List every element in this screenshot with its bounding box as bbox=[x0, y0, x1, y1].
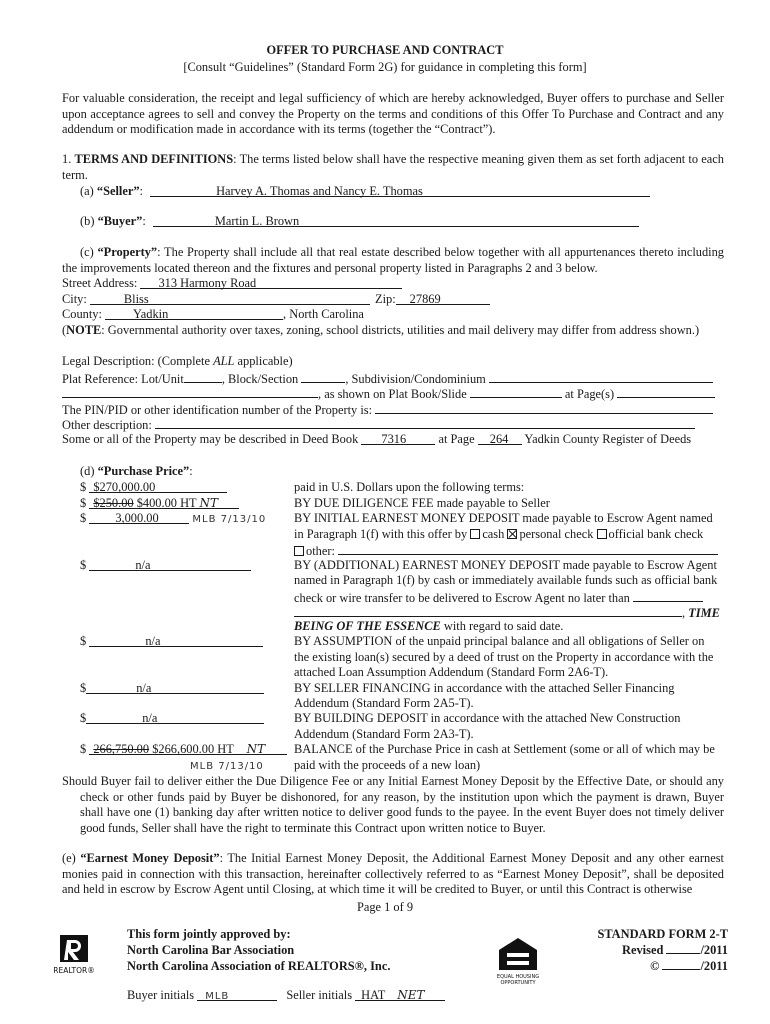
property-paragraph: (c) “Property”: The Property shall include all that real estate described below together with all appurtenances thereto including the improvements located thereon and the fixtures and personal property listed in Paragraphs 2 and 3 below. bbox=[62, 245, 724, 275]
balance-handwriting: MLB 7/13/10 bbox=[190, 761, 264, 772]
additional-deposit-date-field[interactable] bbox=[633, 589, 703, 602]
due-diligence-amount-line: $ $250.00 $400.00 HT NT bbox=[80, 496, 239, 511]
due-diligence-struck: $250.00 bbox=[93, 496, 134, 510]
additional-deposit-date-field-2[interactable] bbox=[294, 604, 682, 617]
other-description-line: Other description: bbox=[62, 416, 695, 433]
building-text-1: BY BUILDING DEPOSIT in accordance with the attached New Construction bbox=[294, 711, 681, 725]
assumption-text-1: BY ASSUMPTION of the unpaid principal balance and all obligations of Seller on bbox=[294, 634, 705, 648]
purchase-price-label: (d) “Purchase Price”: bbox=[80, 464, 193, 478]
additional-deposit-amount-field[interactable]: n/a bbox=[89, 558, 251, 571]
balance-amount-field[interactable]: 266,750.00 $266,600.00 HT NT bbox=[89, 742, 287, 755]
block-field[interactable] bbox=[301, 370, 345, 383]
other-description-field[interactable] bbox=[155, 416, 695, 429]
initial-deposit-amount-line: $ 3,000.00 MLB 7/13/10 bbox=[80, 511, 267, 525]
financing-amount-field[interactable]: n/a bbox=[86, 681, 264, 694]
county-field[interactable]: Yadkin bbox=[105, 307, 283, 320]
earnest-money-paragraph: (e) “Earnest Money Deposit”: The Initial Earnest Money Deposit, the Additional Earnest Money Deposit and any other earnest monies paid in connection with this transaction, hereinafter collectively referred to as “Earnest Money Deposit”, shall be deposited and held in escrow by Escrow Agent until Closing, at which time it will be credited to Buyer, or until this Contract is otherwise bbox=[62, 851, 724, 897]
additional-deposit-amount-line: $ n/a bbox=[80, 558, 251, 573]
initial-deposit-other: other: bbox=[294, 542, 718, 559]
personal-check-checkbox[interactable] bbox=[507, 529, 517, 539]
purchase-amount-field[interactable] bbox=[89, 480, 227, 493]
deed-book-field[interactable]: 7316 bbox=[361, 432, 435, 445]
pin-field[interactable] bbox=[375, 401, 713, 414]
initial-deposit-handwriting: MLB 7/13/10 bbox=[192, 514, 267, 525]
svg-text:OPPORTUNITY: OPPORTUNITY bbox=[500, 980, 536, 986]
pin-line: The PIN/PID or other identification number of the Property is: bbox=[62, 401, 713, 418]
page-number: Page 1 of 9 bbox=[356, 900, 414, 914]
section1-heading: 1. TERMS AND DEFINITIONS: The terms listed below shall have the respective meaning given them as set forth adjacent to each term. bbox=[62, 152, 724, 182]
initial-deposit-text-1: BY INITIAL EARNEST MONEY DEPOSIT made payable to Escrow Agent named bbox=[294, 511, 713, 525]
assumption-text-3: attached Loan Assumption Addendum (Standard Form 2A6-T). bbox=[294, 665, 609, 679]
financing-text-2: Addendum (Standard Form 2A5-T). bbox=[294, 696, 474, 710]
seller-line: (a) “Seller”: Harvey A. Thomas and Nancy E. Thomas bbox=[80, 184, 650, 199]
buyer-field[interactable] bbox=[153, 214, 639, 227]
balance-text-2: paid with the proceeds of a new loan) bbox=[294, 758, 481, 772]
subdivision-field[interactable] bbox=[489, 370, 713, 383]
zip-field[interactable]: 27869 bbox=[396, 292, 490, 305]
initial-deposit-amount-field[interactable]: 3,000.00 bbox=[89, 511, 189, 524]
svg-text:EQUAL HOUSING: EQUAL HOUSING bbox=[496, 974, 540, 980]
purchase-amount-line: $ $270,000.00 bbox=[80, 480, 227, 495]
document-subtitle: [Consult “Guidelines” (Standard Form 2G) for guidance in completing this form] bbox=[183, 60, 587, 74]
purchase-amount: $270,000.00 bbox=[93, 480, 156, 494]
street-line: Street Address: 313 Harmony Road bbox=[62, 276, 402, 291]
buyer-initials: MLB bbox=[205, 991, 230, 1002]
buyer-line: (b) “Buyer”: Martin L. Brown bbox=[80, 214, 639, 229]
building-amount-line: $ n/a bbox=[80, 711, 264, 726]
seller-field[interactable] bbox=[150, 184, 650, 197]
balance-text-1: BALANCE of the Purchase Price in cash at Settlement (some or all of which may be bbox=[294, 742, 715, 756]
plat-page-field[interactable] bbox=[617, 385, 715, 398]
document-title: OFFER TO PURCHASE AND CONTRACT bbox=[266, 43, 504, 57]
financing-text-1: BY SELLER FINANCING in accordance with the attached Seller Financing bbox=[294, 681, 675, 695]
buyer-initials-field[interactable] bbox=[197, 988, 277, 1001]
county-line: County: Yadkin , North Carolina bbox=[62, 307, 364, 321]
additional-deposit-text-1: BY (ADDITIONAL) EARNEST MONEY DEPOSIT made payable to Escrow Agent bbox=[294, 558, 717, 572]
seller-initials-field[interactable]: HAT NET bbox=[355, 988, 445, 1001]
footer-form-info: STANDARD FORM 2-T Revised /2011 © /2011 bbox=[597, 927, 728, 973]
equal-housing-icon bbox=[495, 936, 541, 986]
footer-approval: This form jointly approved by: North Carolina Bar Association North Carolina Association of REALTORS®, Inc. bbox=[127, 927, 391, 973]
additional-deposit-text-2: named in Paragraph 1(f) by cash or immediately available funds such as official bank bbox=[294, 573, 718, 587]
seller-value: Harvey A. Thomas and Nancy E. Thomas bbox=[216, 184, 423, 198]
realtor-logo-text: REALTOR® bbox=[53, 966, 95, 975]
initials-line: Buyer initials MLB Seller initials HAT NET bbox=[127, 988, 445, 1003]
being-of-essence-line: BEING OF THE ESSENCE with regard to said date. bbox=[294, 619, 564, 633]
revised-field[interactable] bbox=[666, 942, 700, 954]
plat-book-line: , as shown on Plat Book/Slide at Page(s) bbox=[62, 385, 715, 402]
plat-extra-field[interactable] bbox=[62, 385, 318, 398]
failure-paragraph-text: Should Buyer fail to deliver either the Due Diligence Fee or any Initial Earnest Money Deposit by the Effective Date, or should any check or other funds paid by Buyer be dishonored, for any reason, by the institution upon which the payment is drawn, Buyer shall have one (1) banking day after written notice to deliver good funds to the payee. In the event Buyer does not timely deliver good funds, Seller shall have the right to terminate this Contract upon written notice to Buyer. bbox=[62, 774, 724, 835]
additional-deposit-text-3: check or wire transfer to be delivered to Escrow Agent no later than bbox=[294, 589, 703, 606]
note-line: (NOTE: Governmental authority over taxes, zoning, school districts, utilities and mail delivery may differ from address shown.) bbox=[62, 323, 700, 337]
plat-reference-line: Plat Reference: Lot/Unit , Block/Section , Subdivision/Condominium bbox=[62, 370, 713, 387]
bank-check-checkbox[interactable] bbox=[597, 529, 607, 539]
deed-line: Some or all of the Property may be described in Deed Book 7316 at Page 264 Yadkin County Register of Deeds bbox=[62, 432, 692, 446]
section1-title: TERMS AND DEFINITIONS bbox=[74, 152, 234, 166]
balance-amount-line: $ 266,750.00 $266,600.00 HT NT bbox=[80, 742, 287, 757]
due-diligence-text: BY DUE DILIGENCE FEE made payable to Seller bbox=[294, 496, 550, 510]
street-field[interactable]: 313 Harmony Road bbox=[140, 276, 402, 289]
building-amount-field[interactable]: n/a bbox=[86, 711, 264, 724]
other-method-field[interactable] bbox=[338, 542, 718, 555]
due-diligence-amount-field[interactable]: $250.00 $400.00 HT NT bbox=[89, 496, 239, 509]
lot-field[interactable] bbox=[184, 370, 222, 383]
assumption-amount-line: $ n/a bbox=[80, 634, 263, 649]
time-line: , TIME bbox=[294, 604, 720, 621]
city-field[interactable]: Bliss bbox=[90, 292, 370, 305]
initial-deposit-methods: in Paragraph 1(f) with this offer by cash personal check official bank check bbox=[294, 527, 704, 541]
purchase-amount-note: paid in U.S. Dollars upon the following terms: bbox=[294, 480, 525, 494]
assumption-text-2: the existing loan(s) secured by a deed of trust on the Property in accordance with the bbox=[294, 650, 714, 664]
copyright-field[interactable] bbox=[662, 958, 700, 970]
realtor-logo-icon bbox=[52, 934, 96, 976]
financing-amount-line: $ n/a bbox=[80, 681, 264, 696]
buyer-value: Martin L. Brown bbox=[214, 214, 300, 228]
city-zip-line: City: Bliss Zip: 27869 bbox=[62, 292, 490, 307]
legal-description-label: Legal Description: (Complete ALL applicable) bbox=[62, 354, 293, 368]
other-checkbox[interactable] bbox=[294, 546, 304, 556]
standard-form-label: STANDARD FORM 2-T bbox=[597, 927, 728, 941]
intro-paragraph: For valuable consideration, the receipt and legal sufficiency of which are hereby acknowledged, Buyer offers to purchase and Seller upon acceptance agrees to sell and convey the Property on the terms and conditions of this Offer To Purchase and Contract and any addendum or modification made in accordance with its terms (together the “Contract”). bbox=[62, 91, 724, 137]
assumption-amount-field[interactable]: n/a bbox=[89, 634, 263, 647]
cash-checkbox[interactable] bbox=[470, 529, 480, 539]
plat-book-field[interactable] bbox=[470, 385, 562, 398]
building-text-2: Addendum (Standard Form 2A3-T). bbox=[294, 727, 474, 741]
deed-page-field[interactable]: 264 bbox=[478, 432, 522, 445]
